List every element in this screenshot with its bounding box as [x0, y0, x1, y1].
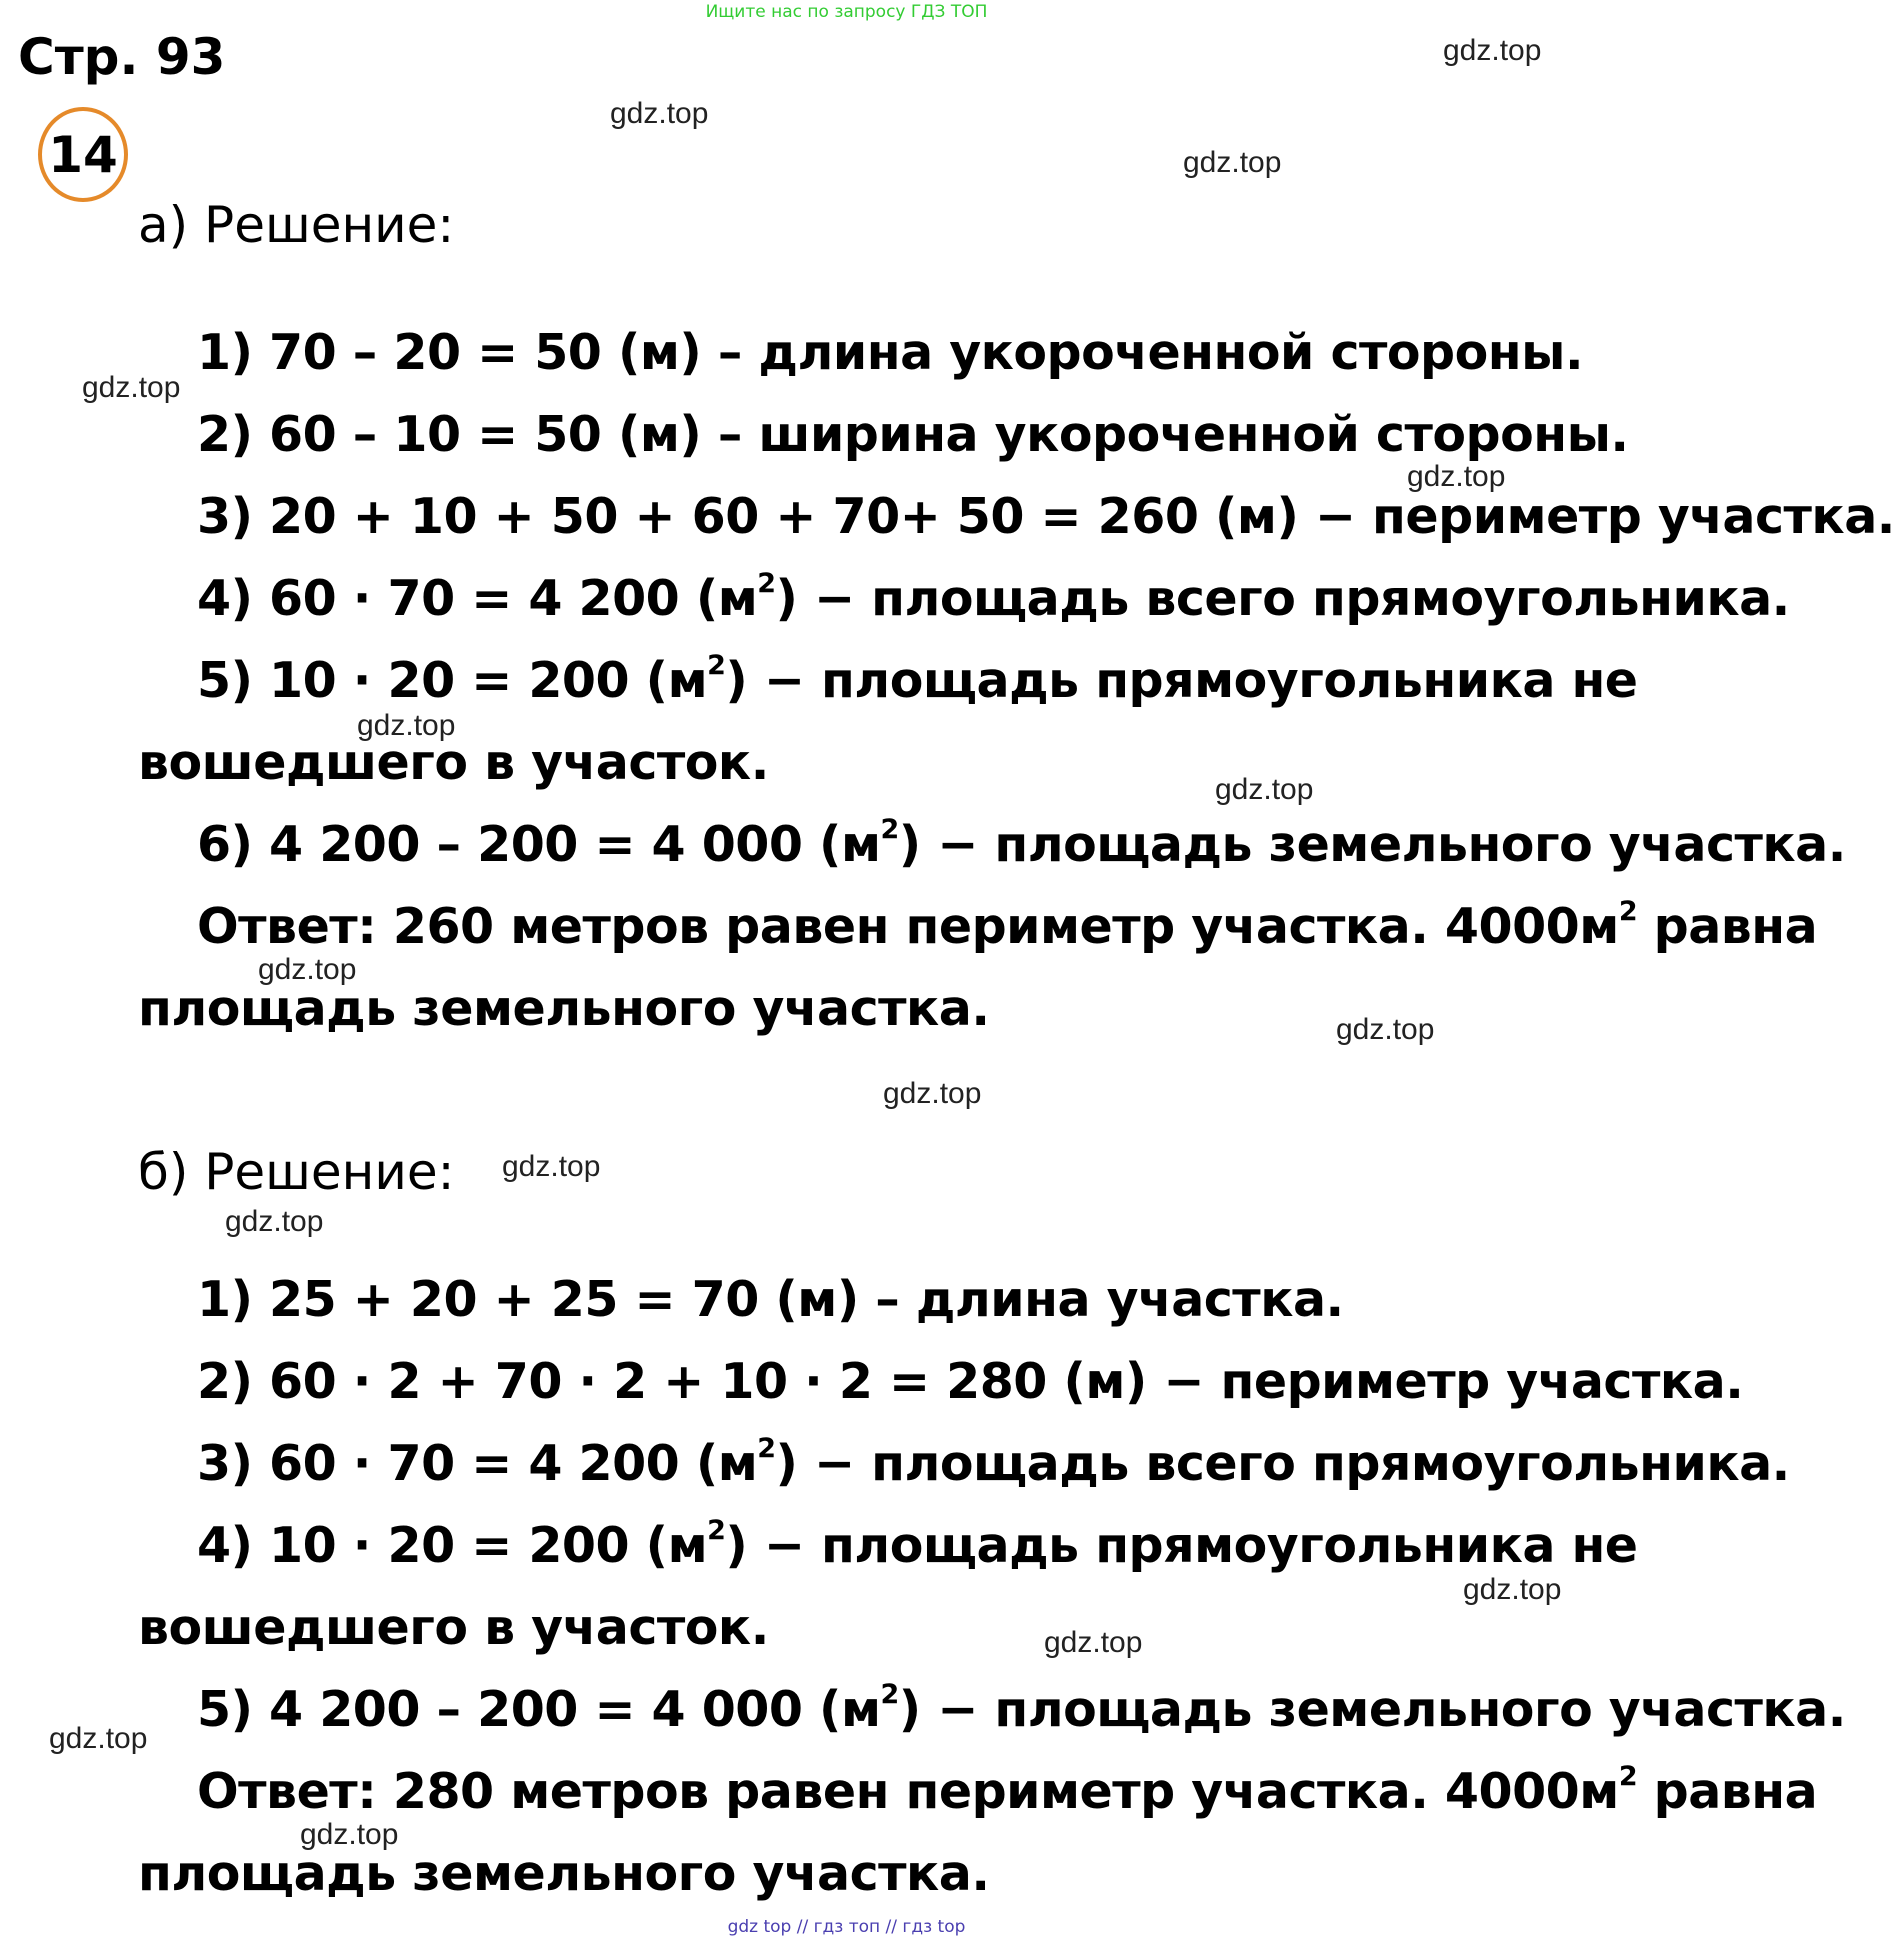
watermark: gdz.top [82, 371, 181, 404]
watermark: gdz.top [357, 709, 456, 742]
part-b-step-5: 5) 4 200 – 200 = 4 000 $(м^2)$ − площадь земельного участка. [197, 1679, 1846, 1738]
task-number: 14 [48, 125, 118, 184]
watermark: gdz.top [610, 97, 709, 130]
footer-watermark: gdz top // гдз топ // гдз top [727, 1917, 966, 1937]
part-b-answer-cont: площадь земельного участка. [138, 1845, 990, 1902]
watermark: gdz.top [1407, 460, 1506, 493]
watermark: gdz.top [1215, 773, 1314, 806]
watermark: gdz.top [1044, 1626, 1143, 1659]
watermark: gdz.top [300, 1818, 399, 1851]
part-b-step-1: 1) 25 + 20 + 25 = 70 (м) – длина участка. [197, 1271, 1344, 1328]
part-b-answer: Ответ: 280 метров равен периметр участка. $4000м^2$ равна [197, 1761, 1818, 1820]
part-b-step-2: 2) 60 · 2 + 70 · 2 + 10 · 2 = 280 (м) − периметр участка. [197, 1353, 1744, 1410]
part-b-step-4: 4) 10 · 20 = 200 $(м^2)$ − площадь прямоугольника не [197, 1515, 1638, 1574]
watermark: gdz.top [49, 1722, 148, 1755]
part-b-step-3: 3) 60 · 70 = 4 200 $(м^2)$ − площадь всего прямоугольника. [197, 1433, 1790, 1492]
watermark: gdz.top [883, 1077, 982, 1110]
watermark: gdz.top [1183, 146, 1282, 179]
watermark: gdz.top [1336, 1013, 1435, 1046]
part-a-step-6: 6) 4 200 – 200 = 4 000 $(м^2)$ − площадь земельного участка. [197, 814, 1846, 873]
part-a-step-5: 5) 10 · 20 = 200 $(м^2)$ − площадь прямоугольника не [197, 650, 1638, 709]
task-number-badge [38, 107, 128, 202]
part-a-step-1: 1) 70 – 20 = 50 (м) – длина укороченной стороны. [197, 324, 1584, 381]
part-a-answer-cont: площадь земельного участка. [138, 980, 990, 1037]
part-a-answer: Ответ: 260 метров равен периметр участка. $4000м^2$ равна [197, 896, 1818, 955]
watermark: gdz.top [258, 953, 357, 986]
part-a-step-4: 4) 60 · 70 = 4 200 $(м^2)$ − площадь всего прямоугольника. [197, 568, 1790, 627]
top-banner: Ищите нас по запросу ГДЗ ТОП [705, 2, 988, 22]
part-b-heading: б) Решение: [138, 1143, 455, 1201]
watermark: gdz.top [1463, 1573, 1562, 1606]
page-title: Стр. 93 [18, 28, 226, 86]
part-a-step-2: 2) 60 – 10 = 50 (м) – ширина укороченной стороны. [197, 406, 1629, 463]
part-a-heading: а) Решение: [138, 196, 455, 254]
part-a-step-5-cont: вошедшего в участок. [138, 734, 769, 791]
watermark: gdz.top [1443, 34, 1542, 67]
watermark: gdz.top [225, 1205, 324, 1238]
watermark: gdz.top [502, 1150, 601, 1183]
part-a-step-3: 3) 20 + 10 + 50 + 60 + 70+ 50 = 260 (м) − периметр участка. [197, 488, 1895, 545]
part-b-step-4-cont: вошедшего в участок. [138, 1599, 769, 1656]
